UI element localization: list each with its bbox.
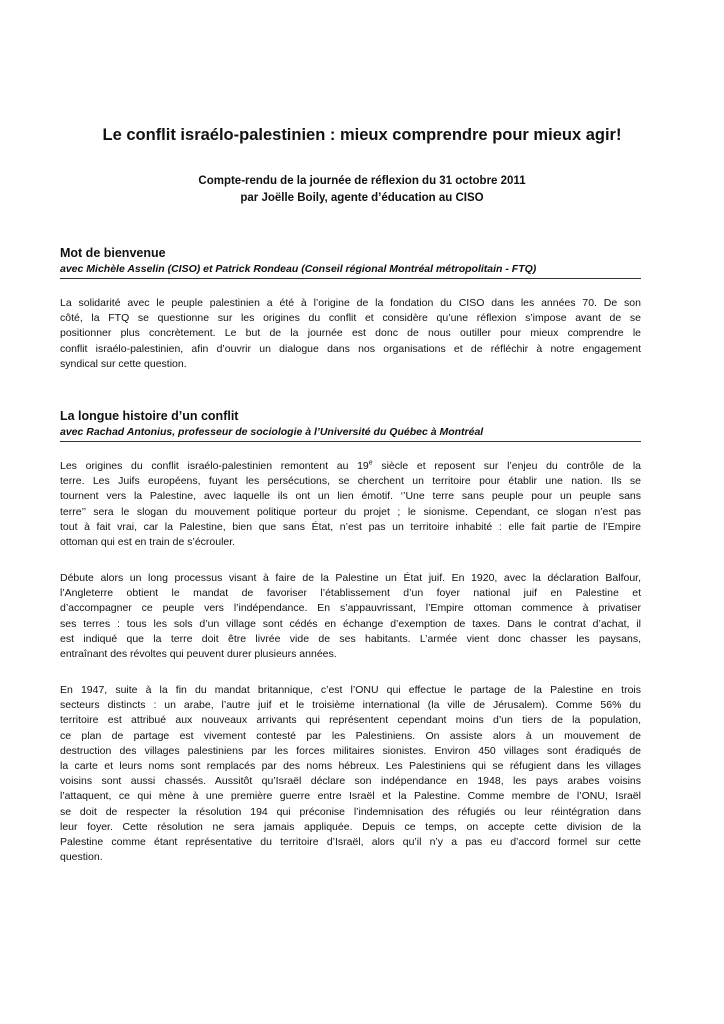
paragraph (60, 571, 641, 662)
text-line: côté, la FTQ se questionne sur les origines du conflit et considère qu’une réflexion s’impose avant de se (60, 312, 641, 325)
text-line: tournent vers la Palestine, avec laquelle ils ont un lien émotif. ‘’Une terre sans peuple pour un peuple sans (60, 490, 641, 503)
section-heading-history (60, 408, 641, 442)
text-line: tout à fait vrai, car la Palestine, bien que sans État, n’est pas un territoire inhabité : elle fait partie de l’Empire (60, 520, 641, 533)
text-line: leur foyer. Cette résolution ne sera jamais appliquée. Depuis ce temps, on accepte cette division de la (60, 820, 641, 833)
text-line: En 1947, suite à la fin du mandat britannique, c’est l’ONU qui effectue le partage de la Palestine en trois (60, 684, 641, 696)
text-line: Palestine comme étant représentative du territoire d’Israël, alors qu’il n’y a pas eu d’accord formel sur cette (60, 836, 641, 849)
text-line: Débute alors un long processus visant à faire de la Palestine un État juif. En 1920, avec la déclaration Balfour, (60, 572, 641, 584)
text-line: ottoman qui est en train de s’écrouler. (60, 536, 236, 549)
subtitle-line-1: Compte-rendu de la journée de réflexion du 31 octobre 2011 (198, 175, 526, 187)
text-line: secteurs distincts : un arabe, l’autre juif et le troisième international (la ville de Jérusalem). Comme 56% du (60, 699, 641, 712)
section-heading-welcome (60, 245, 641, 279)
text-line: entraînant des révoltes qui peuvent durer plusieurs années. (60, 648, 337, 661)
superscript: e (368, 459, 373, 467)
page-title: Le conflit israélo-palestinien : mieux comprendre pour mieux agir! (102, 126, 622, 144)
text-line: ce plan de partage est vivement contesté par les Palestiniens. On assiste alors à un mouvement de (60, 729, 641, 742)
text-line: voisins sont aussi chassés. Aussitôt qu’Israël déclare son indépendance en 1948, les pays arabes voisins (60, 775, 641, 788)
text-line: terre’’ sera le slogan du mouvement politique porteur du projet ; le sionisme. Cependant, ce slogan n’est pas (60, 505, 641, 518)
paragraph (60, 296, 641, 372)
text-line: question. (60, 851, 103, 864)
text-line: territoire est attribué aux nouveaux arrivants qui représentent cependant moins d’un tiers de la population, (60, 714, 641, 727)
subtitle-line-2: par Joëlle Boily, agente d’éducation au CISO (240, 192, 484, 204)
text-line: se doit de respecter la résolution 194 qui préconise l’indemnisation des réfugiés ou leur réintégration dans (60, 805, 641, 818)
text-line: l’Angleterre obtient le mandat de favoriser l’établissement d’un foyer national juif en Palestine et (60, 587, 641, 600)
text-line (60, 459, 641, 474)
text-line: conflit israélo-palestinien, afin d’ouvrir un dialogue dans nos organisations et de réfléchir à notre engagement (60, 342, 641, 355)
paragraph (60, 683, 641, 865)
section-title: Mot de bienvenue (60, 246, 166, 260)
text-line: syndical sur cette question. (60, 357, 187, 370)
text-line: La solidarité avec le peuple palestinien a été à l’origine de la fondation du CISO dans les années 70. De son (60, 297, 641, 309)
text-line: terre. Les Juifs européens, fuyant les persécutions, se cherchent un territoire pour établir une nation. Ils se (60, 475, 641, 488)
text-line: l’attaquent, ce qui mène à une première guerre entre Israël et la Palestine. Comme membre de l’ONU, Israël (60, 790, 641, 803)
text-line: positionner plus concrètement. Le but de la journée est donc de nous outiller pour mieux comprendre le (60, 327, 641, 340)
section-byline: avec Michèle Asselin (CISO) et Patrick Rondeau (Conseil régional Montréal métropolitain - FTQ) (60, 263, 537, 275)
subtitle (0, 173, 724, 207)
text-line: d’accompagner ce peuple vers l’indépendance. En s’appauvrissant, l’Empire ottoman commence à privatiser (60, 602, 641, 615)
section-title: La longue histoire d’un conflit (60, 409, 239, 423)
paragraph (60, 459, 641, 550)
text-line: ses terres : tous les sols d’un village sont cédés en échange d’exemption de taxes. Dans le contrat d’achat, il (60, 617, 641, 630)
text-line: destruction des villages palestiniens par les forces militaires sionistes. Environ 450 villages sont éradiqués de (60, 744, 641, 757)
text-fragment: siècle et reposent sur l’enjeu du contrôle de la (372, 460, 641, 472)
text-line: la carte et leurs noms sont remplacés par des noms hébreux. Les Palestiniens qui se réfugient dans les villages (60, 760, 641, 773)
section-byline: avec Rachad Antonius, professeur de sociologie à l’Université du Québec à Montréal (60, 426, 484, 438)
text-fragment: Les origines du conflit israélo-palestinien remontent au 19 (60, 460, 369, 472)
text-line: est indiqué que la terre doit être livrée vide de ses habitants. L’armée vient donc chasser les paysans, (60, 632, 641, 645)
